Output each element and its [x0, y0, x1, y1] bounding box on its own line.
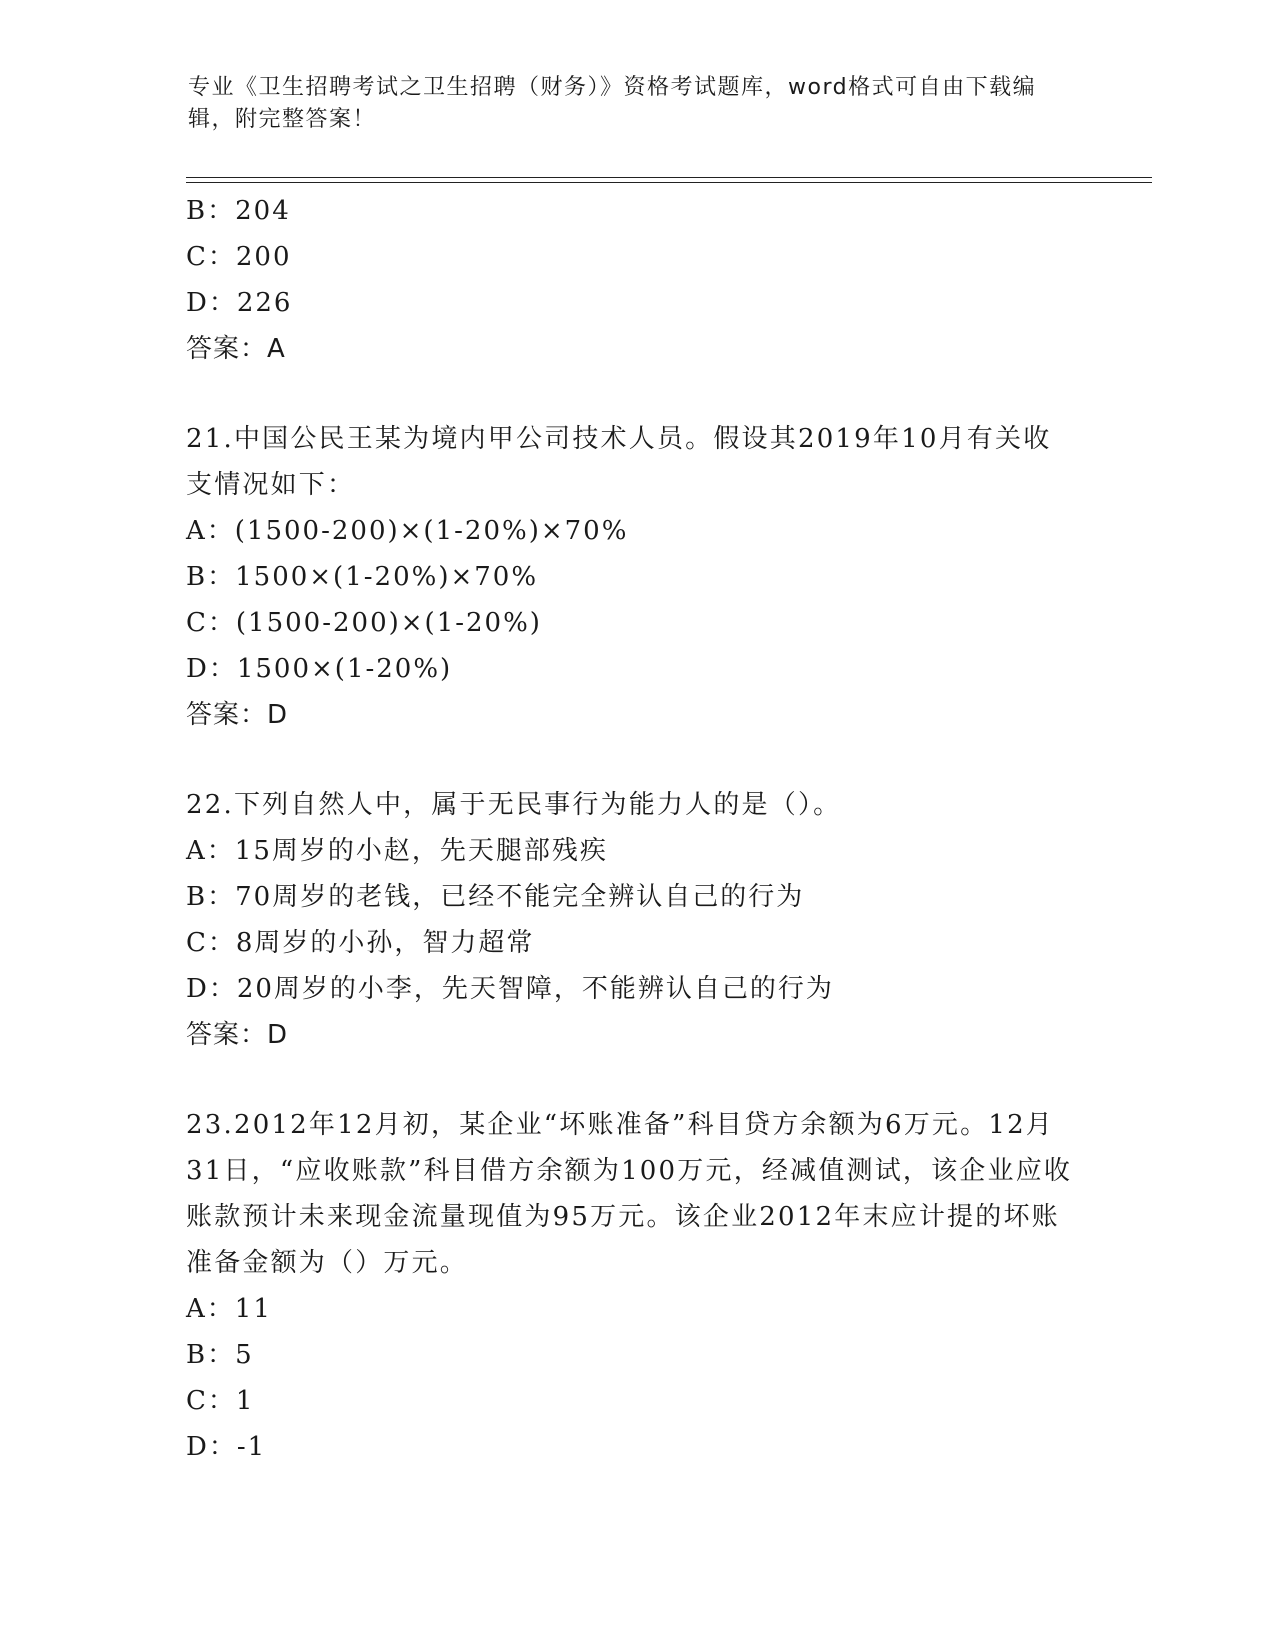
option-b: B：70周岁的老钱，已经不能完全辨认自己的行为	[186, 882, 805, 912]
option-a: A：11	[186, 1294, 272, 1324]
question-23	[186, 1102, 1076, 1470]
question-22	[186, 782, 1076, 1058]
option-c: C：1	[186, 1386, 255, 1416]
header-rule-bottom	[186, 182, 1152, 183]
option-b: B：1500×(1-20%)×70%	[186, 562, 539, 592]
header-rule-top	[186, 177, 1152, 178]
question-list	[186, 188, 1076, 1470]
question-text: 22.下列自然人中，属于无民事行为能力人的是（）。	[186, 790, 842, 820]
option-d: D：226	[186, 288, 293, 318]
question-text: 23.2012年12月初，某企业“坏账准备”科目贷方余额为6万元。12月31日，“应收账款”科目借方余额为100万元，经减值测试，该企业应收账款预计未来现金流量现值为95万元。该企业2012年末应计提的坏账准备金额为（）万元。	[186, 1110, 1073, 1278]
option-a: A：15周岁的小赵，先天腿部残疾	[186, 836, 608, 866]
answer: 答案：D	[186, 700, 289, 730]
question-21	[186, 416, 1076, 738]
option-d: D：-1	[186, 1432, 267, 1462]
answer: 答案：D	[186, 1020, 289, 1050]
option-a: A：(1500-200)×(1-20%)×70%	[186, 516, 629, 546]
option-c: C：(1500-200)×(1-20%)	[186, 608, 542, 638]
option-d: D：1500×(1-20%)	[186, 654, 453, 684]
option-c: C：200	[186, 242, 292, 272]
page-header: 专业《卫生招聘考试之卫生招聘（财务）》资格考试题库，word格式可自由下载编辑，附完整答案！	[188, 75, 1037, 132]
option-b: B：5	[186, 1340, 254, 1370]
option-b: B：204	[186, 196, 291, 226]
question-text: 21.中国公民王某为境内甲公司技术人员。假设其2019年10月有关收支情况如下：	[186, 424, 1052, 500]
answer: 答案：A	[186, 334, 286, 364]
option-c: C：8周岁的小孙，智力超常	[186, 928, 535, 958]
question-20-tail	[186, 188, 1076, 372]
option-d: D：20周岁的小李，先天智障，不能辨认自己的行为	[186, 974, 834, 1004]
